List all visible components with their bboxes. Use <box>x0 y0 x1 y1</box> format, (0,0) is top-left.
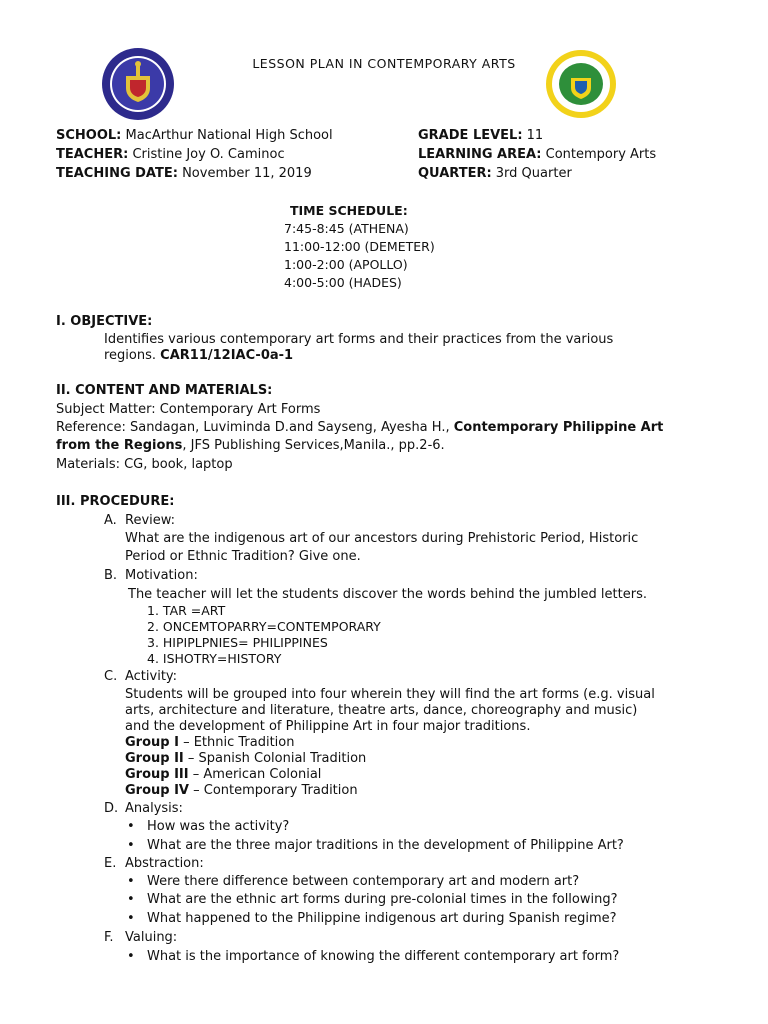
jumble-item: 2. ONCEMTOPARRY=CONTEMPORARY <box>147 619 381 634</box>
materials: Materials: CG, book, laptop <box>56 457 233 472</box>
page-title: LESSON PLAN IN CONTEMPORARY ARTS <box>252 56 516 71</box>
bullet-icon: • <box>127 874 135 889</box>
review-text-cont: Period or Ethnic Tradition? Give one. <box>125 549 361 564</box>
group-item: Group II – Spanish Colonial Tradition <box>125 751 367 766</box>
schedule-slot: 1:00-2:00 (APOLLO) <box>284 257 408 272</box>
activity-letter: C. <box>104 669 118 684</box>
valuing-letter: F. <box>104 930 114 945</box>
motivation-text: The teacher will let the students discover the words behind the jumbled letters. <box>128 587 647 602</box>
bullet-icon: • <box>127 949 135 964</box>
abstraction-question: What are the ethnic art forms during pre-colonial times in the following? <box>147 892 618 907</box>
objective-text-cont: regions. CAR11/12IAC-0a-1 <box>104 348 294 363</box>
group-item: Group I – Ethnic Tradition <box>125 735 295 750</box>
analysis-letter: D. <box>104 801 119 816</box>
teaching-date-field: TEACHING DATE: November 11, 2019 <box>56 166 312 181</box>
jumble-item: 3. HIPIPLPNIES= PHILIPPINES <box>147 635 328 650</box>
activity-text-cont: and the development of Philippine Art in four major traditions. <box>125 719 531 734</box>
objective-heading: I. OBJECTIVE: <box>56 314 153 329</box>
schedule-heading: TIME SCHEDULE: <box>290 203 408 218</box>
objective-text: Identifies various contemporary art forms and their practices from the various <box>104 332 614 347</box>
group-item: Group IV – Contemporary Tradition <box>125 783 358 798</box>
analysis-question: What are the three major traditions in the development of Philippine Art? <box>147 838 624 853</box>
review-text: What are the indigenous art of our ancestors during Prehistoric Period, Historic <box>125 531 639 546</box>
bullet-icon: • <box>127 838 135 853</box>
abstraction-letter: E. <box>104 856 117 871</box>
schedule-slot: 11:00-12:00 (DEMETER) <box>284 239 435 254</box>
jumble-item: 1. TAR =ART <box>147 603 226 618</box>
motivation-label: Motivation: <box>125 568 198 583</box>
school-field: SCHOOL: MacArthur National High School <box>56 128 333 143</box>
schedule-slot: 4:00-5:00 (HADES) <box>284 275 402 290</box>
analysis-label: Analysis: <box>125 801 183 816</box>
valuing-label: Valuing: <box>125 930 178 945</box>
grade-level-field: GRADE LEVEL: 11 <box>418 128 544 143</box>
abstraction-label: Abstraction: <box>125 856 204 871</box>
jumble-item: 4. ISHOTRY=HISTORY <box>147 651 282 666</box>
valuing-question: What is the importance of knowing the different contemporary art form? <box>147 949 620 964</box>
teacher-field: TEACHER: Cristine Joy O. Caminoc <box>56 147 285 162</box>
procedure-heading: III. PROCEDURE: <box>56 494 175 509</box>
subject-matter: Subject Matter: Contemporary Art Forms <box>56 402 321 417</box>
group-item: Group III – American Colonial <box>125 767 322 782</box>
competency-code: CAR11/12IAC-0a-1 <box>160 348 294 363</box>
bullet-icon: • <box>127 892 135 907</box>
bullet-icon: • <box>127 819 135 834</box>
abstraction-question: Were there difference between contemporary art and modern art? <box>147 874 580 889</box>
activity-text-cont: arts, architecture and literature, theatre arts, dance, choreography and music) <box>125 703 638 718</box>
content-heading: II. CONTENT AND MATERIALS: <box>56 383 273 398</box>
learning-area-field: LEARNING AREA: Contempory Arts <box>418 147 657 162</box>
reference-cont: from the Regions, JFS Publishing Services,Manila., pp.2-6. <box>56 438 445 453</box>
quarter-field: QUARTER: 3rd Quarter <box>418 166 572 181</box>
activity-label: Activity: <box>125 669 178 684</box>
review-label: Review: <box>125 513 176 528</box>
abstraction-question: What happened to the Philippine indigenous art during Spanish regime? <box>147 911 617 926</box>
review-letter: A. <box>104 513 117 528</box>
bullet-icon: • <box>127 911 135 926</box>
activity-text: Students will be grouped into four wherein they will find the art forms (e.g. visual <box>125 687 655 702</box>
analysis-question: How was the activity? <box>147 819 290 834</box>
motivation-letter: B. <box>104 568 118 583</box>
schedule-slot: 7:45-8:45 (ATHENA) <box>284 221 409 236</box>
reference: Reference: Sandagan, Luviminda D.and Sayseng, Ayesha H., Contemporary Philippine Art <box>56 420 664 435</box>
